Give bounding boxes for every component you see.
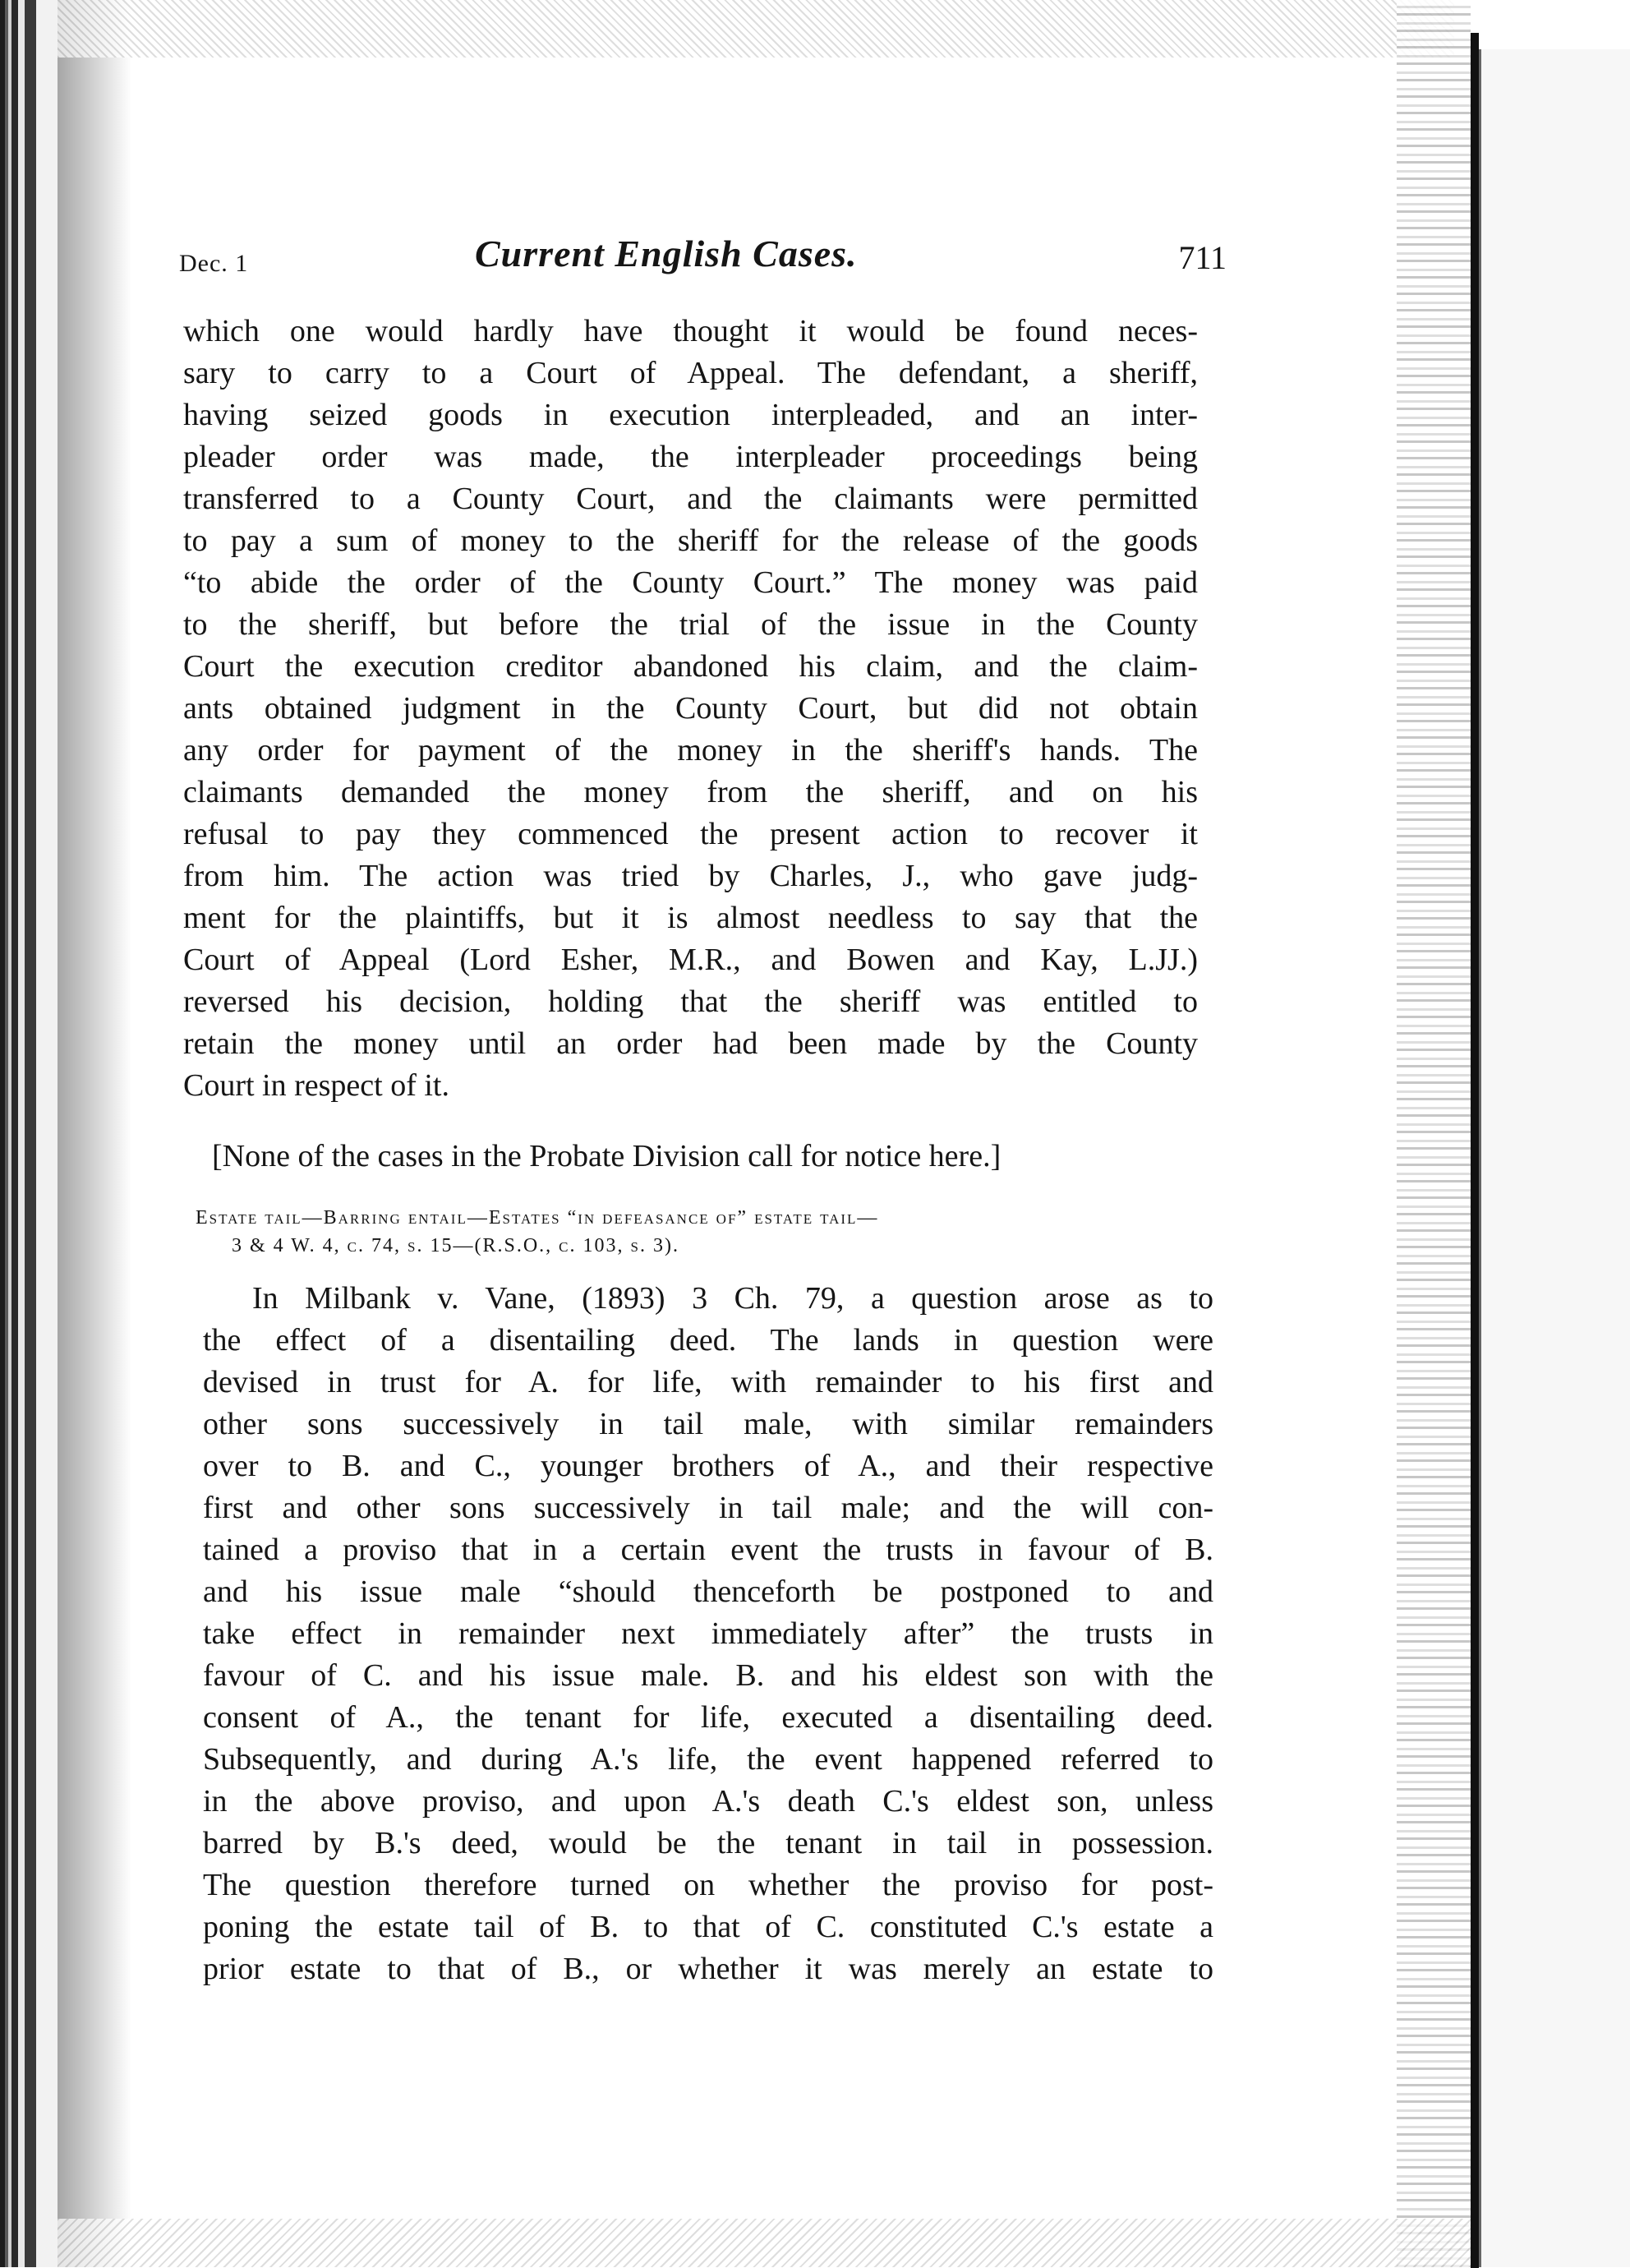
page-number: 711 <box>1178 239 1227 276</box>
text-line: retain the money until an order had been made by the County <box>183 1026 1198 1061</box>
text-line: over to B. and C., younger brothers of A., and their respective <box>203 1449 1213 1483</box>
text-line: transferred to a County Court, and the claimants were permitted <box>183 482 1198 516</box>
text-line: sary to carry to a Court of Appeal. The defendant, a sheriff, <box>183 356 1198 390</box>
text-line: In Milbank v. Vane, (1893) 3 Ch. 79, a question arose as to <box>252 1281 1213 1316</box>
text-line: Court of Appeal (Lord Esher, M.R., and Bowen and Kay, L.JJ.) <box>183 943 1198 977</box>
case-heading <box>196 1204 1214 1260</box>
text-line: which one would hardly have thought it would be found neces- <box>183 314 1198 348</box>
text-line: and his issue male “should thenceforth be postponed to and <box>203 1574 1213 1609</box>
text-line: in the above proviso, and upon A.'s death C.'s eldest son, unless <box>203 1784 1213 1819</box>
paragraph-milbank-v-vane <box>203 1278 1213 1990</box>
text-line: ment for the plaintiffs, but it is almost needless to say that the <box>183 901 1198 935</box>
text-line: reversed his decision, holding that the sheriff was entitled to <box>183 984 1198 1019</box>
text-line: “to abide the order of the County Court.” The money was paid <box>183 565 1198 600</box>
text-line: favour of C. and his issue male. B. and his eldest son with the <box>203 1658 1213 1693</box>
text-line: the effect of a disentailing deed. The lands in question were <box>203 1323 1213 1358</box>
paragraph-continued <box>183 311 1198 1107</box>
text-line: having seized goods in execution interpleaded, and an inter- <box>183 398 1198 432</box>
running-head-date: Dec. 1 <box>179 250 249 277</box>
text-line: take effect in remainder next immediately after” the trusts in <box>203 1616 1213 1651</box>
text-line: pleader order was made, the interpleader proceedings being <box>183 440 1198 474</box>
text-line: The question therefore turned on whether the proviso for post- <box>203 1868 1213 1902</box>
text-line: ants obtained judgment in the County Court, but did not obtain <box>183 691 1198 726</box>
text-line: Subsequently, and during A.'s life, the event happened referred to <box>203 1742 1213 1777</box>
running-head <box>179 232 1227 281</box>
case-heading-line-1: Estate tail—Barring entail—Estates “in defeasance of” estate tail— <box>196 1207 879 1228</box>
text-line: first and other sons successively in tail male; and the will con- <box>203 1491 1213 1525</box>
running-head-title: Current English Cases. <box>475 233 858 274</box>
text-line: devised in trust for A. for life, with remainder to his first and <box>203 1365 1213 1399</box>
editorial-note: [None of the cases in the Probate Division call for notice here.] <box>212 1139 1001 1173</box>
text-line: refusal to pay they commenced the present action to recover it <box>183 817 1198 851</box>
case-heading-line-2: 3 & 4 W. 4, c. 74, s. 15—(R.S.O., c. 103, s. 3). <box>232 1235 679 1256</box>
text-line: other sons successively in tail male, with similar remainders <box>203 1407 1213 1441</box>
text-line: to pay a sum of money to the sheriff for the release of the goods <box>183 523 1198 558</box>
text-line: barred by B.'s deed, would be the tenant in tail in possession. <box>203 1826 1213 1860</box>
text-line: any order for payment of the money in the sheriff's hands. The <box>183 733 1198 768</box>
text-line: claimants demanded the money from the sheriff, and on his <box>183 775 1198 809</box>
text-line: tained a proviso that in a certain event the trusts in favour of B. <box>203 1533 1213 1567</box>
text-line: Court the execution creditor abandoned his claim, and the claim- <box>183 649 1198 684</box>
text-line: poning the estate tail of B. to that of C. constituted C.'s estate a <box>203 1910 1213 1944</box>
text-line: prior estate to that of B., or whether it was merely an estate to <box>203 1952 1213 1986</box>
text-line: from him. The action was tried by Charles, J., who gave judg- <box>183 859 1198 893</box>
text-line: consent of A., the tenant for life, executed a disentailing deed. <box>203 1700 1213 1735</box>
text-line: to the sheriff, but before the trial of the issue in the County <box>183 607 1198 642</box>
text-line: Court in respect of it. <box>183 1068 449 1103</box>
